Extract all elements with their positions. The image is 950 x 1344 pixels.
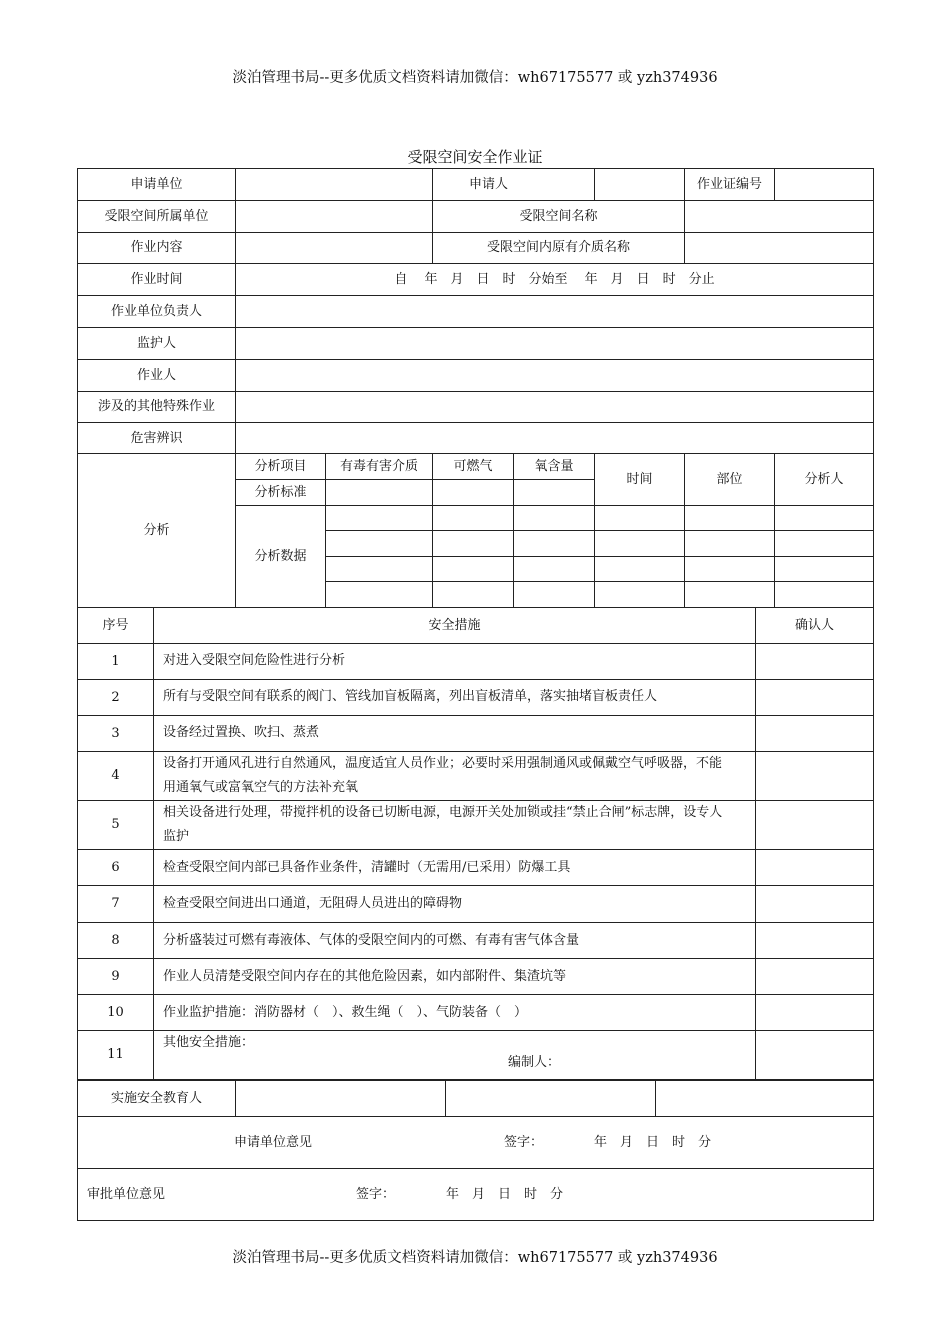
guardian-field[interactable]: [236, 328, 874, 360]
permit-no-label: 作业证编号: [685, 169, 775, 201]
applicant-date: 年 月 日 时 分: [594, 1134, 712, 1150]
analyst-header: 分析人: [775, 454, 874, 506]
other-special-work-label: 涉及的其他特殊作业: [78, 392, 236, 423]
confirmer-cell[interactable]: [756, 1031, 874, 1080]
approver-date: 年 月 日 时 分: [446, 1186, 564, 1202]
flammable-gas-header: 可燃气: [433, 454, 514, 480]
data-cell[interactable]: [685, 557, 775, 582]
applicant-unit-field[interactable]: [236, 169, 433, 201]
safety-educator-label: 实施安全教育人: [78, 1081, 236, 1117]
col-no-header: 序号: [78, 608, 154, 644]
data-cell[interactable]: [775, 582, 874, 608]
table-row: [78, 680, 874, 716]
standard-toxic-cell[interactable]: [326, 480, 433, 506]
space-name-label: 受限空间名称: [433, 201, 685, 233]
measure-text: 设备经过置换、吹扫、蒸煮: [154, 716, 756, 752]
applicant-opinion-row[interactable]: [78, 1117, 874, 1169]
applicant-field[interactable]: [595, 169, 685, 201]
confirmer-cell[interactable]: [756, 886, 874, 923]
standard-oxygen-cell[interactable]: [514, 480, 595, 506]
standard-flammable-cell[interactable]: [433, 480, 514, 506]
confirmer-cell[interactable]: [756, 680, 874, 716]
work-leader-label: 作业单位负责人: [78, 296, 236, 328]
applicant-unit-label: 申请单位: [78, 169, 236, 201]
data-cell[interactable]: [595, 506, 685, 531]
hazard-identification-label: 危害辨识: [78, 423, 236, 455]
col-measure-header: 安全措施: [154, 608, 756, 644]
hazard-identification-field[interactable]: [236, 423, 874, 455]
analysis-data-label: 分析数据: [236, 506, 326, 608]
other-special-work-field[interactable]: [236, 392, 874, 423]
data-cell[interactable]: [326, 531, 433, 557]
form-title: 受限空间安全作业证: [407, 148, 543, 166]
oxygen-header: 氧含量: [514, 454, 595, 480]
table-row: [78, 1031, 874, 1080]
confirmer-cell[interactable]: [756, 959, 874, 995]
table-row: [78, 886, 874, 923]
approver-opinion-label: 审批单位意见: [87, 1186, 166, 1202]
table-row: [78, 995, 874, 1031]
measure-text: 作业人员清楚受限空间内存在的其他危险因素，如内部附件、集渣坑等: [154, 959, 756, 995]
data-cell[interactable]: [326, 557, 433, 582]
measure-text: 相关设备进行处理，带搅拌机的设备已切断电源，电源开关处加锁或挂“禁止合闸”标志牌，设专人监护: [154, 801, 756, 850]
table-row: [78, 644, 874, 680]
table-row: [78, 752, 874, 801]
measure-text: 所有与受限空间有联系的阀门、管线加盲板隔离，列出盲板清单，落实抽堵盲板责任人: [154, 680, 756, 716]
table-row: [78, 850, 874, 886]
work-time-label: 作业时间: [78, 264, 236, 296]
location-header: 部位: [685, 454, 775, 506]
data-cell[interactable]: [685, 506, 775, 531]
safety-educator-field[interactable]: [236, 1081, 446, 1117]
table-row: [78, 716, 874, 752]
row-no: 2: [78, 680, 154, 716]
data-cell[interactable]: [775, 557, 874, 582]
data-cell[interactable]: [514, 506, 595, 531]
work-leader-field[interactable]: [236, 296, 874, 328]
data-cell[interactable]: [326, 506, 433, 531]
time-header: 时间: [595, 454, 685, 506]
guardian-label: 监护人: [78, 328, 236, 360]
confirmer-cell[interactable]: [756, 850, 874, 886]
analysis-table: [77, 453, 874, 608]
data-cell[interactable]: [595, 531, 685, 557]
data-cell[interactable]: [685, 531, 775, 557]
space-owner-unit-label: 受限空间所属单位: [78, 201, 236, 233]
space-name-field[interactable]: [685, 201, 874, 233]
applicant-label: 申请人: [433, 169, 595, 201]
data-cell[interactable]: [514, 557, 595, 582]
measure-text: 分析盛装过可燃有毒液体、气体的受限空间内的可燃、有毒有害气体含量: [154, 923, 756, 959]
data-cell[interactable]: [433, 531, 514, 557]
data-cell[interactable]: [433, 582, 514, 608]
approver-sign-label: 签字：: [356, 1186, 396, 1202]
measure-text: 检查受限空间内部已具备作业条件，清罐时（无需用/已采用）防爆工具: [154, 850, 756, 886]
original-medium-label: 受限空间内原有介质名称: [433, 233, 685, 264]
work-content-label: 作业内容: [78, 233, 236, 264]
data-cell[interactable]: [433, 557, 514, 582]
measure-text: 检查受限空间进出口通道，无阻碍人员进出的障碍物: [154, 886, 756, 923]
table-row: [78, 923, 874, 959]
permit-no-field[interactable]: [775, 169, 874, 201]
toxic-medium-header: 有毒有害介质: [326, 454, 433, 480]
measure-text: 作业监护措施：消防器材（ ）、救生绳（ ）、气防装备（ ）: [154, 995, 756, 1031]
safety-educator-field[interactable]: [656, 1081, 874, 1117]
applicant-opinion-label: 申请单位意见: [234, 1134, 313, 1150]
confirmer-cell[interactable]: [756, 801, 874, 850]
confirmer-cell[interactable]: [756, 752, 874, 801]
data-cell[interactable]: [514, 582, 595, 608]
original-medium-field[interactable]: [685, 233, 874, 264]
approver-opinion-row[interactable]: [78, 1169, 874, 1221]
data-cell[interactable]: [433, 506, 514, 531]
applicant-sign-label: 签字：: [504, 1134, 544, 1150]
row-no: 6: [78, 850, 154, 886]
table-row: [78, 801, 874, 850]
table-row: [78, 959, 874, 995]
measure-text: 其他安全措施：: [163, 1035, 255, 1051]
row-no: 10: [78, 995, 154, 1031]
work-content-field[interactable]: [236, 233, 433, 264]
other-measures-cell[interactable]: [154, 1031, 756, 1080]
row-no: 1: [78, 644, 154, 680]
editor-label: 编制人：: [507, 1055, 560, 1071]
confirmer-cell[interactable]: [756, 644, 874, 680]
col-confirmer-header: 确认人: [756, 608, 874, 644]
data-cell[interactable]: [514, 531, 595, 557]
measure-text: 对进入受限空间危险性进行分析: [154, 644, 756, 680]
analysis-standard-label: 分析标准: [236, 480, 326, 506]
data-cell[interactable]: [595, 557, 685, 582]
row-no: 7: [78, 886, 154, 923]
data-cell[interactable]: [775, 506, 874, 531]
approval-table: [77, 1080, 874, 1221]
safety-measures-table: [77, 607, 874, 1080]
row-no: 11: [78, 1031, 154, 1080]
data-cell[interactable]: [775, 531, 874, 557]
data-cell[interactable]: [595, 582, 685, 608]
confirmer-cell[interactable]: [756, 923, 874, 959]
row-no: 9: [78, 959, 154, 995]
work-time-range[interactable]: 自 年 月 日 时 分始至 年 月 日 时 分止: [236, 264, 874, 296]
data-cell[interactable]: [685, 582, 775, 608]
row-no: 4: [78, 752, 154, 801]
row-no: 8: [78, 923, 154, 959]
data-cell[interactable]: [326, 582, 433, 608]
worker-field[interactable]: [236, 360, 874, 392]
worker-label: 作业人: [78, 360, 236, 392]
analysis-item-label: 分析项目: [236, 454, 326, 480]
space-owner-unit-field[interactable]: [236, 201, 433, 233]
row-no: 3: [78, 716, 154, 752]
safety-educator-field[interactable]: [446, 1081, 656, 1117]
confirmer-cell[interactable]: [756, 995, 874, 1031]
analysis-label: 分析: [78, 454, 236, 608]
page-header: 淡泊管理书局--更多优质文档资料请加微信：wh67175577 或 yzh374936: [232, 70, 718, 86]
confirmer-cell[interactable]: [756, 716, 874, 752]
permit-basic-table: [77, 168, 874, 455]
page-footer: 淡泊管理书局--更多优质文档资料请加微信：wh67175577 或 yzh374936: [232, 1250, 718, 1266]
measure-text: 设备打开通风孔进行自然通风，温度适宜人员作业；必要时采用强制通风或佩戴空气呼吸器，不能用通氧气或富氧空气的方法补充氧: [154, 752, 756, 801]
row-no: 5: [78, 801, 154, 850]
